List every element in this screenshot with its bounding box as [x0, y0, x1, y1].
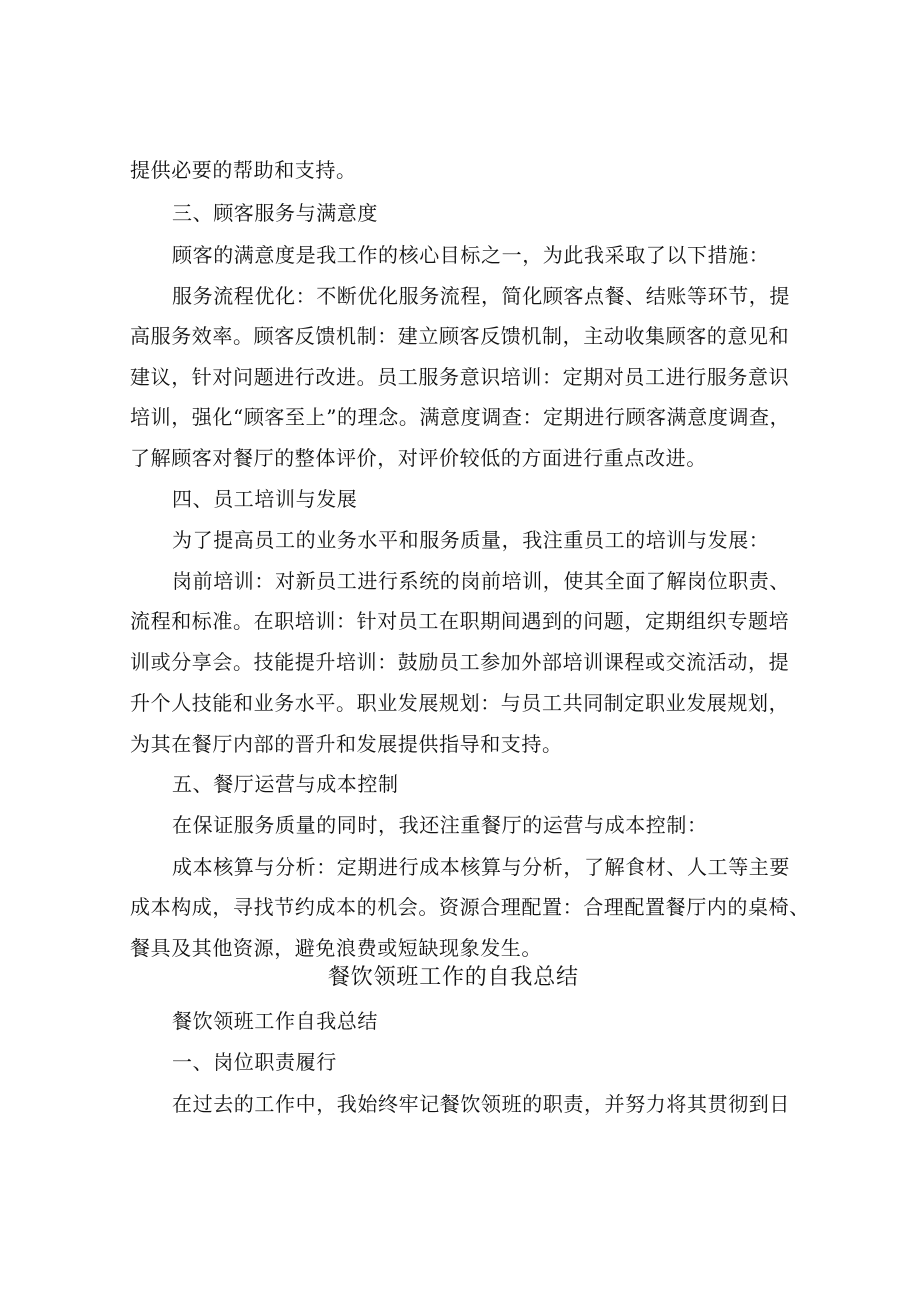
paragraph-line: 成本核算与分析：定期进行成本核算与分析，了解食材、人工等主要	[172, 855, 790, 879]
paragraph-line: 为其在餐厅内部的晋升和发展提供指导和支持。	[130, 732, 563, 756]
document-title: 餐饮领班工作的自我总结	[328, 965, 579, 990]
subtitle-line: 餐饮领班工作自我总结	[172, 1009, 378, 1033]
paragraph-line: 高服务效率。顾客反馈机制：建立顾客反馈机制，主动收集顾客的意见和	[130, 324, 790, 348]
paragraph-line: 为了提高员工的业务水平和服务质量，我注重员工的培训与发展：	[172, 528, 770, 552]
paragraph-line: 顾客的满意度是我工作的核心目标之一，为此我采取了以下措施：	[172, 243, 770, 267]
paragraph-line: 升个人技能和业务水平。职业发展规划：与员工共同制定职业发展规划，	[130, 691, 790, 715]
paragraph-line: 训或分享会。技能提升培训：鼓励员工参加外部培训课程或交流活动，提	[130, 650, 790, 674]
paragraph-line: 餐具及其他资源，避免浪费或短缺现象发生。	[130, 936, 542, 960]
paragraph-line: 了解顾客对餐厅的整体评价，对评价较低的方面进行重点改进。	[130, 446, 707, 470]
paragraph-line: 提供必要的帮助和支持。	[130, 158, 357, 182]
paragraph-line: 成本构成，寻找节约成本的机会。资源合理配置：合理配置餐厅内的桌椅、	[130, 895, 810, 919]
paragraph-line: 在过去的工作中，我始终牢记餐饮领班的职责，并努力将其贯彻到日	[172, 1092, 790, 1116]
paragraph-line: 在保证服务质量的同时，我还注重餐厅的运营与成本控制：	[172, 813, 708, 837]
paragraph-line: 服务流程优化：不断优化服务流程，简化顾客点餐、结账等环节，提	[172, 284, 790, 308]
section-heading: 五、餐厅运营与成本控制	[172, 772, 399, 796]
paragraph-line: 流程和标准。在职培训：针对员工在职期间遇到的问题，定期组织专题培	[130, 609, 790, 633]
section-heading: 一、岗位职责履行	[172, 1050, 337, 1074]
paragraph-line: 岗前培训：对新员工进行系统的岗前培训，使其全面了解岗位职责、	[172, 569, 790, 593]
paragraph-line: 建议，针对问题进行改进。员工服务意识培训：定期对员工进行服务意识	[130, 365, 790, 389]
section-heading: 三、顾客服务与满意度	[172, 201, 378, 225]
section-heading: 四、员工培训与发展	[172, 487, 358, 511]
paragraph-line: 培训，强化“顾客至上”的理念。满意度调查：定期进行顾客满意度调查，	[130, 405, 791, 429]
